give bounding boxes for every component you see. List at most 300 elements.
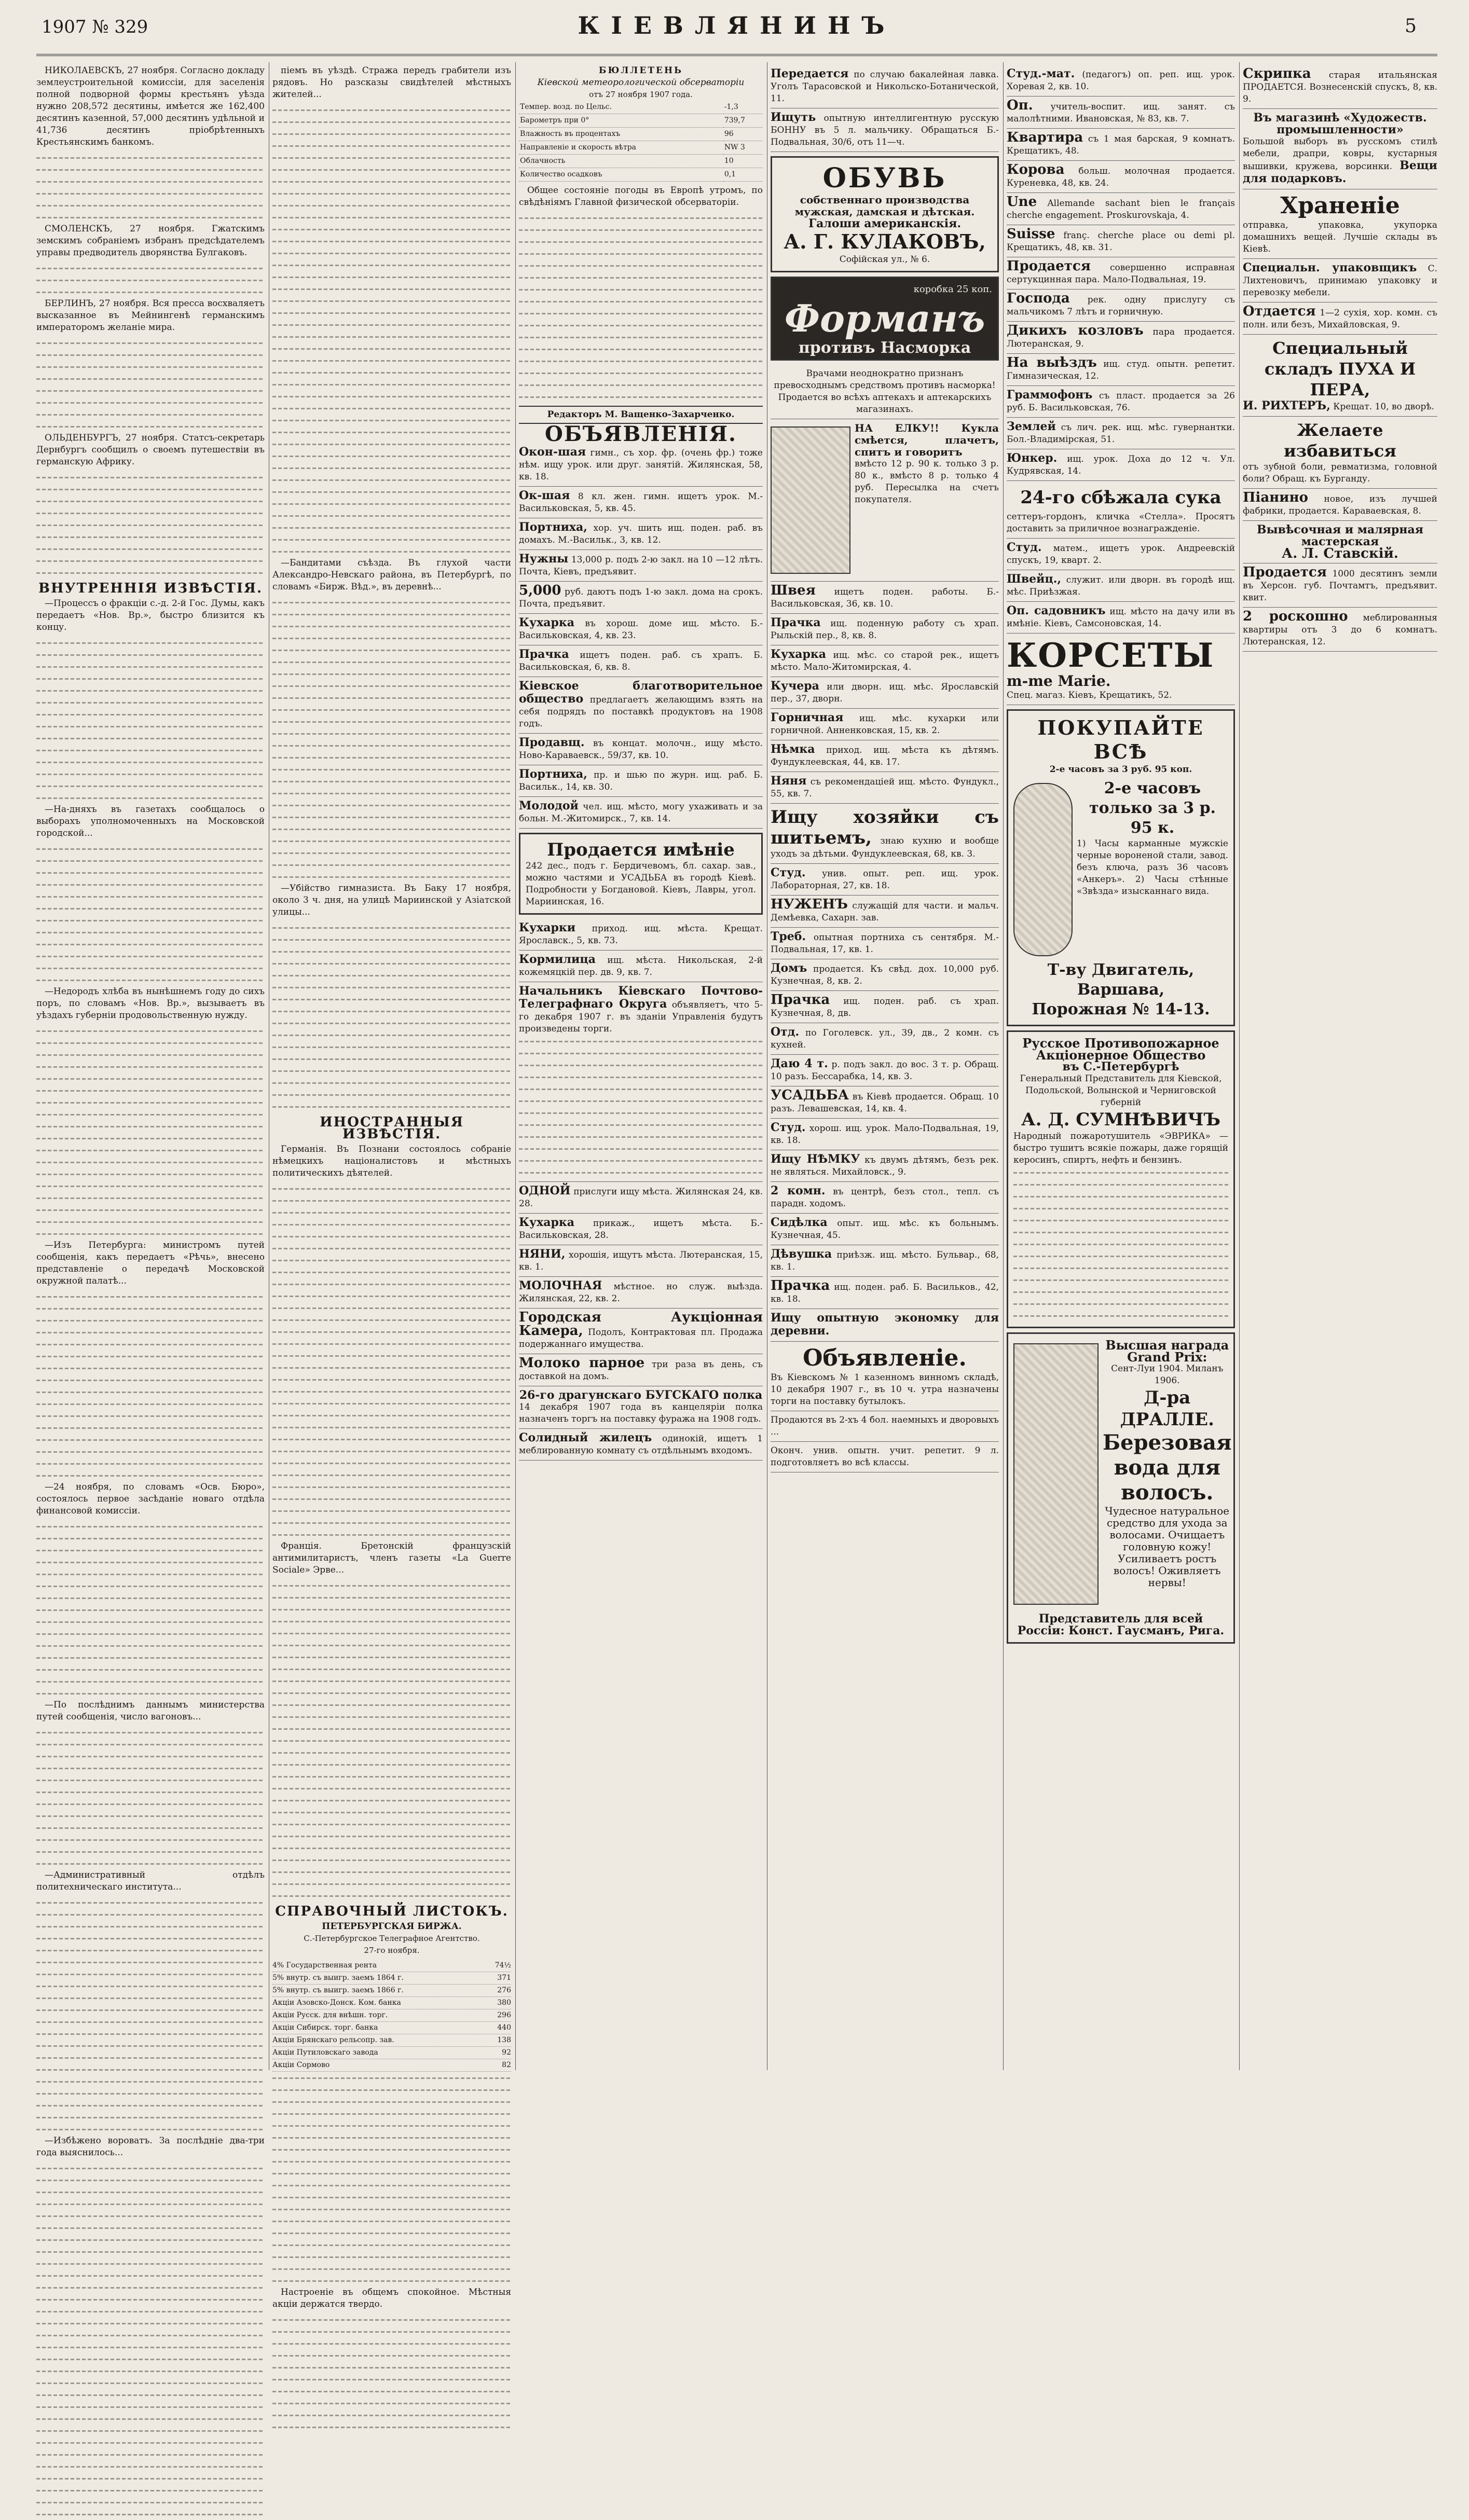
ad-keyword: Ищу НѢМКУ (771, 1152, 860, 1166)
estate-text: 242 дес., подъ г. Бердичевомъ, бл. сахар. зав., можно частями и УСАДЬБА въ городѣ Кіевѣ. Подробности у Богдановой. Кіевъ, Лавры, угол. Мариинская, 16. (526, 861, 756, 907)
ad-text: продается. Къ свѣд. дох. 10,000 руб. Кузнечная, 8, кв. 2. (771, 964, 999, 986)
corset-address: Спец. магаз. Кіевъ, Крещатикъ, 52. (1007, 690, 1172, 700)
column-divider (1239, 62, 1240, 2070)
ad-text: опытная портниха съ сентября. М.-Подвальная, 17, кв. 1. (771, 932, 999, 955)
news-paragraph: піемъ въ уѣздѣ. Стража передъ грабители изъ рядовъ. Но разсказы свидѣтелей мѣстныхъ жителей... (272, 65, 511, 100)
ad-keyword: Піанино (1243, 490, 1308, 505)
ad-text: ищ. студ. опытн. репетит. Гимназическая, 12. (1007, 359, 1235, 381)
ad-text: съ рекомендаціей ищ. мѣсто. Фундукл., 55, кв. 7. (771, 777, 999, 799)
classified-ad (771, 1119, 999, 1150)
news-paragraph: —Избѣжено вороватъ. За послѣдніе два-три года выяснилось... (36, 2136, 265, 2158)
exchange-label: Акціи Сибирск. торг. банка (272, 2023, 378, 2032)
weather-row (519, 114, 763, 128)
birch-text: Чудесное натуральное средство для ухода за волосами. Очищаетъ головную кожу! Усиливаетъ ростъ волосъ! Оживляетъ нервы! (1105, 1505, 1230, 1589)
ad-keyword: Молодой (519, 799, 579, 813)
birch-places: Сент-Луи 1904. Миланъ 1906. (1111, 1364, 1224, 1386)
text-block (272, 1182, 511, 1540)
classified-ad (1007, 257, 1235, 290)
housekeeper-title: Ищу опытную экономку для деревни. (771, 1311, 999, 1338)
auction-ad (519, 1309, 763, 1354)
formamint-price: коробка 25 коп. (913, 284, 992, 295)
column-ads-3 (1007, 65, 1235, 2062)
classified-ad (771, 1023, 999, 1055)
news-paragraph: —Процессъ о фракціи с.-д. 2-й Гос. Думы, какъ передаетъ «Нов. Вр.», быстро близится къ концу. (36, 598, 265, 632)
ad-text: съ пласт. продается за 26 руб. Б. Васильковская, 76. (1007, 391, 1235, 413)
text-block (36, 337, 265, 432)
ad-keyword: УСАДЬБА (771, 1087, 849, 1103)
exchange-label: Акціи Брянскаго рельсопр. зав. (272, 2036, 394, 2044)
weather-label: Темпер. возд. по Цельс. (519, 101, 723, 114)
ad-keyword: Студ.-мат. (1007, 67, 1075, 80)
ad-keyword: Une (1007, 194, 1037, 210)
exchange-value: 82 (502, 2061, 511, 2069)
text-block (36, 262, 265, 298)
text-block (36, 1290, 265, 1481)
ad-keyword: Портниха, (519, 520, 587, 534)
ad-text: Allemande sachant bien le français cherche engagement. Proskurovskaja, 4. (1007, 198, 1235, 221)
section-heading: ВНУТРЕННІЯ ИЗВѢСТІЯ. (38, 581, 263, 596)
news-paragraph: ОЛЬДЕНБУРГЪ, 27 ноября. Статсъ-секретарь Дернбургъ сообщилъ о своемъ путешествіи въ германскую Африку. (36, 433, 265, 467)
ad-text: ищ. поден. раб. Б. Васильков., 42, кв. 18. (771, 1282, 999, 1304)
classified-ad (519, 797, 763, 829)
estate-ad (519, 833, 763, 915)
ad-keyword: На выѣздъ (1007, 355, 1097, 370)
classified-ad (771, 1055, 999, 1086)
ad-text: старая итальянская ПРОДАЕТСЯ. Вознесенскій спускъ, 8, кв. 9. (1243, 70, 1437, 104)
ad-text: или дворн. ищ. мѣс. Ярославскій пер., 37, дворн. (771, 682, 999, 704)
ad-keyword: Передается (771, 67, 849, 80)
ad-text: унив. опыт. реп. ищ. урок. Лабораторная, 27, кв. 18. (771, 869, 999, 891)
formamint-tagline: противъ Насморка (798, 339, 971, 357)
art-shop-gifts: Вещи для подарковъ. (1243, 159, 1437, 185)
classified-ad (519, 518, 763, 550)
weather-row (519, 155, 763, 168)
classified-ad (1007, 354, 1235, 386)
news-paragraph: Франція. Бретонскій французскій антимилитаристъ, членъ газеты «La Guerre Sociale» Эрве... (272, 1541, 511, 1575)
milk-text: три раза въ день, съ доставкой на домъ. (519, 1359, 763, 1382)
ad-text: въ центрѣ, безъ стол., тепл. съ парадн. ходомъ. (771, 1187, 999, 1209)
classified-ad (771, 709, 999, 740)
ad-keyword: НУЖЕНЪ (771, 897, 848, 912)
ad-text: къ двумъ дѣтямъ, безъ рек. не являться. Михайловск., 9. (771, 1155, 999, 1177)
ad-keyword: Господа (1007, 291, 1070, 306)
formamint-text: Врачами неоднократно признанъ превосходнымъ средствомъ противъ насморка! Продается во всѣхъ аптекахъ и аптекарскихъ магазинахъ. (771, 365, 999, 419)
bulletin-text: Общее состояніе погоды въ Европѣ утромъ, по свѣдѣніямъ Главной физической обсерваторіи. (519, 185, 763, 208)
corset-owner: m-me Marie. (1007, 672, 1111, 690)
ad-keyword: Прачка (771, 992, 830, 1008)
exchange-value: 371 (497, 1974, 511, 1982)
classified-ad (771, 896, 999, 928)
ad-text: служащій для части. и мальч. Демѣевка, Сахарн. зав. (771, 901, 999, 923)
ad-keyword: Кормилица (519, 953, 596, 966)
subheading: С.-Петербургское Телеграфное Агентство. (304, 1934, 480, 1943)
regiment-text: 14 декабря 1907 года въ канцеляріи полка назначенъ торгъ на поставку фуража на 1908 годъ. (519, 1402, 763, 1424)
storage-title: Храненіе (1280, 192, 1400, 219)
ad-keyword: Ок-шая (519, 489, 570, 502)
land-sale-ad (1243, 563, 1437, 608)
exchange-value: 276 (497, 1986, 511, 1994)
column-news-continued (272, 65, 511, 2309)
section-heading: ИНОСТРАННЫЯ ИЗВѢСТІЯ. (320, 1114, 464, 1142)
weather-value: 96 (723, 128, 763, 141)
ad-text: матем., ищетъ урок. Андреевскій спускъ, 19, кварт. 2. (1007, 543, 1235, 566)
storage-text: отправка, упаковка, укупорка домашнихъ вещей. Лучшіе склады въ Кіевѣ. (1243, 220, 1437, 254)
ad-keyword: Отд. (771, 1025, 800, 1039)
subheading: ПЕТЕРБУРГСКАЯ БИРЖА. (322, 1921, 462, 1932)
text-block (36, 1025, 265, 1240)
ad-keyword: Дикихъ козловъ (1007, 323, 1144, 338)
ad-text: ищ. мѣс. кухарки или горничной. Анненковская, 15, кв. 2. (771, 713, 999, 736)
violin-ad (1243, 65, 1437, 109)
tenant-ad (519, 1429, 763, 1461)
ad-text: С. Лихтеновичъ, принимаю упаковку и перевозку мебели. (1243, 264, 1437, 298)
news-paragraph: —По послѣднимъ даннымъ министерства путей сообщенія, число вагоновъ... (36, 1700, 265, 1722)
ad-text: предлагаетъ желающимъ взять на себя подрядъ по поставкѣ продуктовъ на 1908 годъ. (519, 695, 763, 729)
classified-ad (519, 919, 763, 951)
ad-text: больш. молочная продается. Куреневка, 48, кв. 24. (1007, 166, 1235, 188)
exchange-value: 380 (497, 1999, 511, 2007)
toy-ad (771, 419, 999, 582)
ad-keyword: Горничная (771, 711, 844, 724)
classified-ad (771, 1214, 999, 1245)
exchange-row (272, 1985, 511, 1997)
toy-title: НА ЕЛКУ!! Кукла смѣется, плачетъ, спитъ и говоритъ (855, 422, 999, 458)
ad-keyword: Землей (1007, 420, 1056, 433)
classified-ad (771, 614, 999, 645)
classified-ad (519, 734, 763, 765)
text-block (36, 637, 265, 804)
classified-ad (519, 1245, 763, 1277)
ad-text: ищетъ поден. работы. Б.-Васильковская, 36, кв. 10. (771, 587, 999, 609)
formamint-brand: Форманъ (784, 296, 985, 340)
ad-text: въ хорош. доме ищ. мѣсто. Б.-Васильковская, 4, кв. 23. (519, 618, 763, 641)
classified-ad (519, 677, 763, 734)
classified-ad (519, 1182, 763, 1214)
ad-keyword: Корова (1007, 162, 1065, 177)
column-ads-4 (1243, 65, 1437, 2062)
fire-company-ad (1007, 1030, 1235, 1328)
ad-keyword: Треб. (771, 930, 806, 943)
weather-label: Направленіе и скорость вѣтра (519, 141, 723, 155)
ad-text: опытную интеллигентную русскую БОННУ въ 5 л. мальчику. Обращаться Б.-Подвальная, 30/6, отъ 11—ч. (771, 113, 999, 147)
weather-row (519, 141, 763, 155)
exchange-label: 5% внутр. съ выигр. заемъ 1866 г. (272, 1986, 404, 1994)
classified-ad (1007, 97, 1235, 129)
text-block (272, 1579, 511, 1902)
exchange-row (272, 1960, 511, 1972)
weather-value: 739,7 (723, 114, 763, 128)
text-block (272, 2072, 511, 2287)
packer-ad (1243, 259, 1437, 302)
column-divider (515, 62, 516, 2070)
ad-text: опыт. ищ. мѣс. къ больнымъ. Кузнечная, 45. (771, 1218, 999, 1241)
classified-ad: Продаются въ 2-хъ 4 бол. наемныхъ и дворовыхъ ... (771, 1411, 999, 1442)
ad-keyword: Кіевское благотворительное общество (519, 679, 763, 706)
corset-ad (1007, 634, 1235, 705)
weather-value: 10 (723, 155, 763, 168)
ad-keyword: Кухарка (771, 648, 826, 661)
fire-company-text: Народный пожаротушитель «ЭВРИКА» — быстро тушитъ всякіе пожары, даже горящій керосинъ, спиртъ, нефть и бензинъ. (1013, 1131, 1228, 1165)
classified-ad (771, 108, 999, 152)
weather-value: NW 3 (723, 141, 763, 155)
sign-shop-title: Вывѣсочная и малярная мастерская (1257, 523, 1423, 548)
classified-ad (519, 951, 763, 982)
ad-keyword: 5,000 (519, 583, 561, 598)
classified-ad (771, 645, 999, 677)
sign-shop-ad (1243, 521, 1437, 563)
ad-text: учитель-воспит. ищ. занят. съ малолѣтними. Ивановская, № 83, кв. 7. (1007, 102, 1235, 124)
ad-text: пр. и шью по журн. ищ. раб. Б. Васильк., 14, кв. 30. (519, 770, 763, 792)
classified-ad (519, 1277, 763, 1309)
down-feather-ad (1243, 335, 1437, 417)
classified-ad (519, 1214, 763, 1245)
ad-text: 1000 десятинъ земли въ Херсон. губ. Почтамтъ, предъявит. квит. (1243, 569, 1437, 603)
ad-keyword: Ищуть (771, 111, 816, 124)
ad-text: пара продается. Лютеранская, 9. (1007, 327, 1235, 349)
seamstress-title: Ищу хозяйки съ шитьемъ, (771, 807, 999, 848)
ad-text: ищ. мѣста. Никольская, 2-й кожемяцкій пер. дв. 9, кв. 7. (519, 955, 763, 977)
news-paragraph: Германія. Въ Познани состоялось собраніе нѣмецкихъ націоналистовъ и мѣстныхъ политическихъ дѣятелей. (272, 1144, 511, 1178)
ad-text: хорош. ищ. урок. Мало-Подвальная, 19, кв. 18. (771, 1123, 999, 1146)
notice-ad (771, 1342, 999, 1411)
ad-keyword: Кухарка (519, 1216, 574, 1229)
classified-ad (519, 765, 763, 797)
ad-text: меблированныя квартиры отъ 3 до 6 комнатъ. Лютеранская, 12. (1243, 613, 1437, 647)
ad-text: по Гоголевск. ул., 39, дв., 2 комн. съ кухней. (771, 1028, 999, 1050)
estate-title: Продается имѣніе (547, 839, 735, 860)
room-ad (1243, 302, 1437, 335)
text-block (272, 921, 511, 1112)
art-shop-title: Въ магазинѣ «Художеств. промышленности» (1253, 111, 1427, 136)
news-paragraph: —Недородъ хлѣба въ нынѣшнемъ году до сихъ поръ, по словамъ «Нов. Вр.», вызываетъ въ уѣздахъ губерніи продовольственную нужду. (36, 986, 265, 1021)
ad-keyword: Нужны (519, 552, 569, 566)
lost-dog-ad (1007, 481, 1235, 539)
news-paragraph: —Административный отдѣлъ политехническаго института... (36, 1870, 265, 1892)
classified-ad (771, 740, 999, 772)
ad-keyword: ОДНОЙ (519, 1184, 571, 1197)
ad-keyword: Швейц., (1007, 572, 1062, 586)
ad-text: приход. ищ. мѣста. Крещат. Ярославск., 5, кв. 73. (519, 924, 763, 946)
text-block (36, 843, 265, 986)
ad-keyword: Suisse (1007, 226, 1055, 242)
classified-ad (519, 487, 763, 518)
ad-keyword: 2 комн. (771, 1184, 826, 1197)
classified-ad (771, 864, 999, 896)
ad-keyword: Продается (1007, 258, 1091, 274)
exchange-row (272, 2047, 511, 2059)
classified-ad (771, 1086, 999, 1119)
ad-keyword: Специальн. упаковщикъ (1243, 261, 1417, 274)
ads-heading: ОБЪЯВЛЕНІЯ. (545, 422, 737, 446)
exchange-row (272, 2059, 511, 2072)
pocket-watch-illustration (1013, 783, 1073, 956)
notice-title: Объявленіе. (803, 1345, 967, 1371)
ad-text: ищ. мѣс. со старой рек., ищетъ мѣсто. Мало-Житомирская, 4. (771, 650, 999, 672)
sign-shop-owner: А. Л. Ставскій. (1282, 546, 1398, 561)
watch-title: ПОКУПАЙТЕ ВСѢ (1037, 716, 1204, 763)
news-paragraph: —На-дняхъ въ газетахъ сообщалось о выборахъ уполномоченныхъ на Московской городской... (36, 804, 265, 838)
classified-ad (519, 443, 763, 487)
ad-text: по случаю бакалейная лавка. Уголъ Тарасовской и Никольско-Ботанической, 11. (771, 70, 999, 104)
storage-ad (1243, 189, 1437, 259)
classified-ad (1007, 322, 1235, 354)
ad-text: служит. или дворн. въ городѣ ищ. мѣс. Приѣзжая. (1007, 575, 1235, 597)
column-divider (1003, 62, 1004, 2070)
ad-keyword: Студ. (1007, 541, 1042, 554)
ad-keyword: МОЛОЧНАЯ (519, 1279, 602, 1292)
apartment-ad (1243, 608, 1437, 652)
ad-text: (педагогъ) оп. реп. ищ. урок. Хоревая 2, кв. 10. (1007, 70, 1235, 92)
classified-ad (1007, 225, 1235, 257)
classified-ad (1007, 602, 1235, 634)
fire-company-rep: Генеральный Представитель для Кіевской, Подольской, Волынской и Черниговской губерній (1020, 1073, 1222, 1108)
fire-company-name: А. Д. СУМНѢВИЧЪ (1021, 1109, 1221, 1130)
ad-text: въ Кіевѣ продается. Обращ. 10 разъ. Левашевская, 14, кв. 4. (771, 1092, 999, 1114)
piano-ad (1243, 489, 1437, 521)
seamstress-text: знаю кухню и вообще уходъ за дѣтьми. Фундуклеевская, 68, кв. 3. (771, 836, 999, 859)
ad-keyword: Домъ (771, 961, 807, 975)
text-block (272, 2314, 511, 2433)
exchange-value: 296 (497, 2011, 511, 2019)
classified-ad (771, 1150, 999, 1182)
news-paragraph: Настроеніе въ общемъ спокойное. Мѣстныя акціи держатся твердо. (272, 2287, 511, 2309)
ad-keyword: Продавщ. (519, 736, 585, 749)
page-header (36, 0, 1437, 57)
fire-company-city: въ С.-Петербургѣ (1062, 1060, 1179, 1073)
news-paragraph: —Бандитами съѣзда. Въ глухой части Александро-Невскаго района, въ Петербургѣ, по словамъ «Бирж. Вѣд.», въ деревнѣ... (272, 558, 511, 592)
watch-company: Т-ву Двигатель, Варшава, (1047, 961, 1195, 999)
ad-text: 1—2 сухія, хор. комн. съ полн. или безъ, Михайловская, 9. (1243, 308, 1438, 330)
watch-ad (1007, 709, 1235, 1026)
ad-keyword: Студ. (771, 1121, 806, 1134)
ad-text: ищ. поден. раб. съ храп. Кузнечная, 8, дв. (771, 996, 999, 1018)
weather-label: Влажность въ процентахъ (519, 128, 723, 141)
text-block (519, 212, 763, 403)
exchange-row (272, 1972, 511, 1985)
text-block (36, 1520, 265, 1699)
text-block (272, 596, 511, 883)
classified-ad (771, 991, 999, 1023)
ad-text: чел. ищ. мѣсто, могу ухаживать и за больн. М.-Житомирск., 7, кв. 14. (519, 802, 763, 824)
ad-text: съ 1 мая барская, 9 комнатъ. Крещатикъ, 48. (1007, 134, 1235, 156)
ad-keyword: Начальникъ Кіевскаго Почтово-Телеграфнаго Округа (519, 984, 763, 1011)
bulletin-subtitle: Кіевской метеорологической обсерваторіи (537, 77, 745, 88)
exchange-row (272, 2022, 511, 2034)
classified-ad (771, 1277, 999, 1309)
weather-table (519, 101, 763, 182)
woman-illustration (1013, 1343, 1099, 1605)
exchange-label: Акціи Русск. для внѣшн. торг. (272, 2011, 388, 2019)
classified-ad (771, 928, 999, 959)
text-block (36, 1896, 265, 2135)
classified-ad (1007, 193, 1235, 225)
ad-keyword: 2 роскошно (1243, 609, 1348, 624)
ad-text: прислуги ищу мѣста. Жилянская 24, кв. 28. (519, 1187, 763, 1209)
lost-dog-title: 24-го сбѣжала сука (1020, 487, 1221, 508)
art-shop-ad (1243, 109, 1437, 189)
ad-text: гимн., съ хор. фр. (очень фр.) тоже нѣм. ищу урок. или друг. занятій. Жилянская, 58, кв. 18. (519, 448, 763, 482)
birch-water-ad (1007, 1332, 1235, 1644)
ad-keyword: Кухарка (519, 616, 574, 629)
page-number: 5 (1405, 16, 1417, 37)
editor-line: Редакторъ М. Ващенко-Захарченко. (519, 406, 763, 424)
watch-text: 1) Часы карманные мужскіе черные вороненой стали, завод. безъ ключа, разъ 36 часовъ «Анкеръ». 2) Часы стѣнные «Звѣзда» изысканнаго вида. (1077, 838, 1228, 897)
classified-ad (771, 1182, 999, 1214)
housekeeper-ad (771, 1309, 999, 1342)
exchange-value: 92 (502, 2048, 511, 2057)
seamstress-ad (771, 804, 999, 864)
ad-text: приѣзж. ищ. мѣсто. Бульвар., 68, кв. 1. (771, 1250, 999, 1272)
ad-keyword: Отдается (1243, 304, 1316, 319)
exchange-value: 74½ (495, 1961, 511, 1970)
corset-brand: КОРСЕТЫ (1007, 636, 1215, 675)
masthead-title: КІЕВЛЯНИНЪ (578, 11, 896, 39)
birch-doctor: Д-ра ДРАЛЛЕ. (1120, 1387, 1214, 1430)
classified-ad: Оконч. унив. опытн. учит. репетит. 9 л. подготовляетъ во всѣ классы. (771, 1442, 999, 1472)
ad-keyword: Продается (1243, 564, 1327, 580)
toothache-text: отъ зубной боли, ревматизма, головной боли? Обращ. къ Бурганду. (1243, 462, 1437, 484)
bulletin-date: отъ 27 ноября 1907 года. (589, 90, 693, 99)
notice-text: Въ Кіевскомъ № 1 казенномъ винномъ складѣ, 10 декабря 1907 г., въ 10 ч. утра назначены торги на поставку бутылокъ. (771, 1372, 999, 1407)
classified-ad (1007, 418, 1235, 449)
text-block (1013, 1166, 1228, 1321)
art-shop-text: Большой выборъ въ русскомъ стилѣ мебели, драпри, ковры, кустарныя вышивки, кружева, ворсинки. (1243, 136, 1437, 172)
ad-keyword: Дѣвушка (771, 1247, 832, 1261)
birch-product: Березовая вода для волосъ. (1103, 1430, 1232, 1505)
regiment-ad (519, 1386, 763, 1429)
down-title: Специальный складъ ПУХА И ПЕРА, (1264, 338, 1416, 400)
classified-ad (771, 1245, 999, 1277)
classified-ad (771, 959, 999, 991)
ad-keyword: Швея (771, 583, 816, 598)
shoes-subtitle: собственнаго производства мужская, дамская и дѣтская. (794, 194, 975, 218)
classified-ad (771, 677, 999, 709)
ad-keyword: НЯНИ, (519, 1247, 566, 1261)
weather-bulletin (519, 65, 763, 403)
news-paragraph: —Убійство гимназиста. Въ Баку 17 ноября, около 3 ч. дня, на улицѣ Мариинской у Азіатской улицы... (272, 883, 511, 917)
weather-row (519, 101, 763, 114)
exchange-label: Акціи Азовско-Донск. Ком. банка (272, 1999, 401, 2007)
exchange-table (272, 1960, 511, 2072)
exchange-value: 440 (497, 2023, 511, 2032)
tenant-title: Солидный жилецъ (519, 1431, 652, 1444)
weather-label: Количество осадковъ (519, 168, 723, 182)
shoes-owner: А. Г. КУЛАКОВЪ, (784, 230, 986, 253)
toothache-ad (1243, 417, 1437, 489)
ad-keyword: Кухарки (519, 921, 576, 934)
doll-illustration (771, 426, 850, 574)
weather-label: Облачность (519, 155, 723, 168)
text-block (36, 152, 265, 223)
ad-text: руб. даютъ подъ 1-ю закл. дома на срокъ. Почта, предъявит. (519, 587, 763, 609)
ad-text: ищ. поденную работу съ храп. Рыльскій пер., 8, кв. 8. (771, 618, 999, 641)
ad-keyword: Прачка (771, 1278, 830, 1293)
classified-ad (1007, 449, 1235, 481)
exchange-row (272, 2009, 511, 2022)
classified-ad (519, 550, 763, 582)
classified-ad (1007, 161, 1235, 193)
milk-title: Молоко парное (519, 1355, 645, 1371)
down-owner: И. РИХТЕРЪ, (1243, 399, 1330, 412)
weather-row (519, 168, 763, 182)
shoes-address: Софійская ул., № 6. (839, 254, 930, 265)
toy-text: вмѣсто 12 р. 90 к. только 3 р. 80 к., вмѣсто 8 р. только 4 руб. Пересылка на счетъ покупателя. (855, 459, 999, 505)
shoes-ad (771, 156, 999, 272)
ad-keyword: Студ. (771, 866, 806, 879)
ad-keyword: Скрипка (1243, 66, 1311, 81)
classified-ad (1007, 65, 1235, 97)
milk-ad (519, 1354, 763, 1386)
